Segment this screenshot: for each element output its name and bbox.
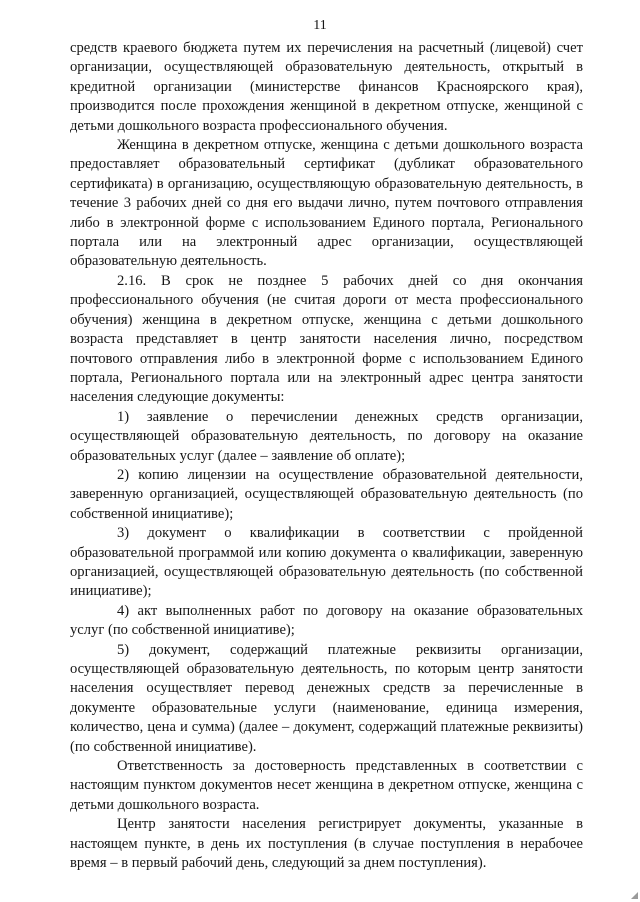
list-item-1: 1) заявление о перечислении денежных средств организации, осуществляющей образовательную деятельность, по договору на оказание образовательных услуг (далее – заявление об оплате);: [70, 408, 583, 464]
paragraph-continuation: средств краевого бюджета путем их перечисления на расчетный (лицевой) счет организации, осуществляющей образовательную деятельность, открытый в кредитной организации (министерстве финансов Красноярского края), производится после прохождения женщиной в декретном отпуске, женщиной с детьми дошкольного возраста профессионального обучения.: [70, 40, 583, 134]
page-number: 11: [313, 18, 327, 33]
list-item-2: 2) копию лицензии на осуществление образовательной деятельности, заверенную организацией, осуществляющей образовательную деятельность (по собственной инициативе);: [70, 466, 583, 522]
paragraph-clause-2-16: 2.16. В срок не позднее 5 рабочих дней со дня окончания профессионального обучения (не считая дороги от места профессионального обучения) женщина в декретном отпуске, женщина с детьми дошкольного возраста представляет в центр занятости населения лично, посредством почтового отправления либо в электронной форме с использованием Единого портала, Регионального портала или на электронный адрес центра занятости населения следующие документы:: [70, 272, 583, 406]
paragraph-responsibility: Ответственность за достоверность представленных в соответствии с настоящим пунктом документов несет женщина в декретном отпуске, женщина с детьми дошкольного возраста.: [70, 758, 583, 813]
document-body: [70, 39, 583, 873]
paragraph-certificate: Женщина в декретном отпуске, женщина с детьми дошкольного возраста предоставляет образовательный сертификат (дубликат образовательного сертификата) в организацию, осуществляющую образовательную деятельность, в течение 3 рабочих дней со дня его выдачи лично, путем почтового отправления либо в электронной форме с использованием Единого портала, Регионального портала или на электронный адрес организации, осуществляющей образовательную деятельность.: [70, 137, 583, 270]
list-item-3: 3) документ о квалификации в соответствии с пройденной образовательной программой или копию документа о квалификации, заверенную организацией, осуществляющей образовательную деятельность (по собственной инициативе);: [70, 525, 583, 600]
paragraph-registration: Центр занятости населения регистрирует документы, указанные в настоящем пункте, в день их поступления (в случае поступления в нерабочее время – в первый рабочий день, следующий за днем поступления).: [70, 816, 583, 872]
list-item-5: 5) документ, содержащий платежные реквизиты организации, осуществляющей образовательную деятельность, по которым центр занятости населения осуществляет перевод денежных средств за перечисленные в документе образовательные услуги (наименование, единица измерения, количество, цена и сумма) (далее – документ, содержащий платежные реквизиты) (по собственной инициативе).: [70, 641, 583, 755]
list-item-4: 4) акт выполненных работ по договору на оказание образовательных услуг (по собственной инициативе);: [70, 602, 583, 639]
scan-corner-mark: [631, 892, 638, 899]
